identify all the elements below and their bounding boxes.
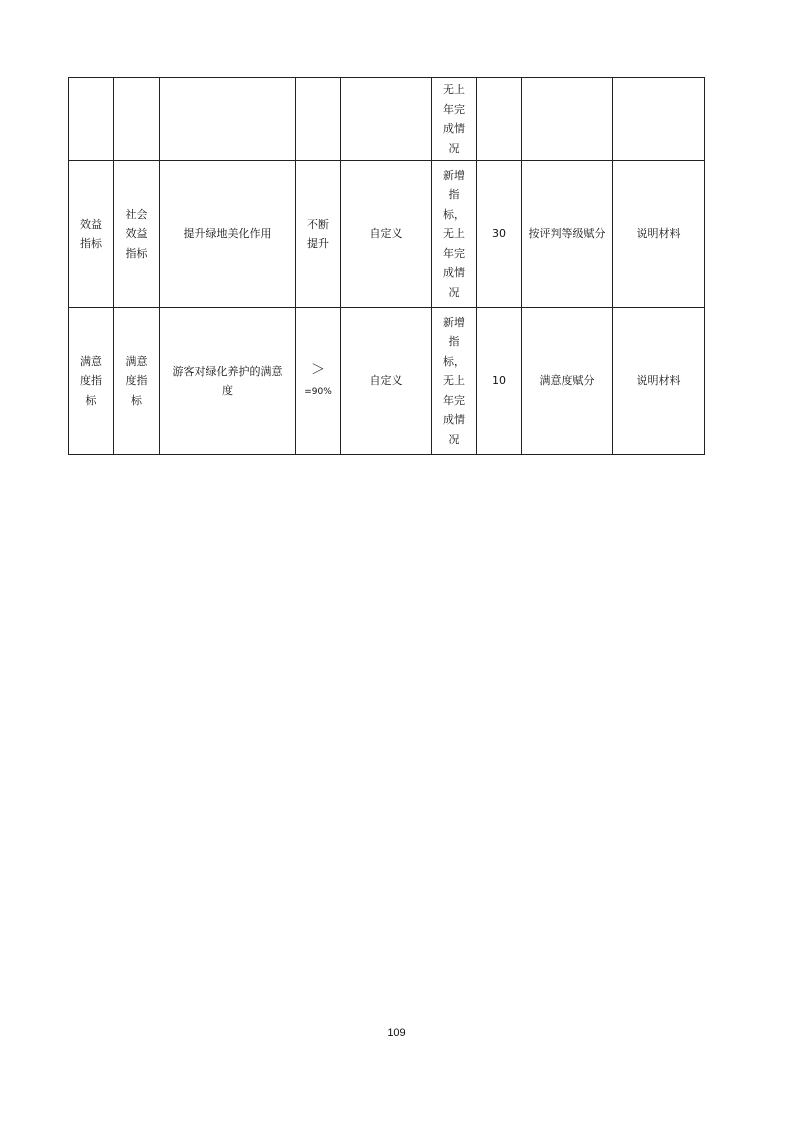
level1-cell: 效益指标 (69, 161, 114, 308)
indicator-name-cell: 游客对绿化养护的满意度 (160, 308, 296, 455)
indicator-name-cell: 提升绿地美化作用 (160, 161, 296, 308)
level1-cell (69, 78, 114, 161)
score-cell: 10 (477, 308, 522, 455)
score-cell: 30 (477, 161, 522, 308)
level2-cell: 社会效益指标 (114, 161, 160, 308)
evidence-material-cell: 说明材料 (613, 161, 705, 308)
prior-year-note-cell: 新增指标，无上年完成情况 (432, 308, 477, 455)
indicator-type-cell: 自定义 (341, 308, 432, 455)
prior-year-note-cell: 无上年完成情况 (432, 78, 477, 161)
evidence-material-cell: 说明材料 (613, 308, 705, 455)
evidence-material-cell (613, 78, 705, 161)
target-value-cell: 不断提升 (296, 161, 341, 308)
target-value-cell (296, 78, 341, 161)
page-number: 109 (387, 1027, 406, 1039)
indicator-type-cell: 自定义 (341, 161, 432, 308)
level2-cell (114, 78, 160, 161)
table-row (69, 308, 705, 455)
table-row (69, 161, 705, 308)
table-row (69, 78, 705, 161)
performance-indicator-table (68, 77, 705, 455)
indicator-type-cell (341, 78, 432, 161)
scoring-method-cell (522, 78, 613, 161)
prior-year-note-cell: 新增指标，无上年完成情况 (432, 161, 477, 308)
score-cell (477, 78, 522, 161)
target-percentage: =90% (304, 387, 332, 398)
scoring-method-cell: 按评判等级赋分 (522, 161, 613, 308)
level2-cell: 满意度指标 (114, 308, 160, 455)
greater-than-symbol: ＞ (311, 362, 325, 379)
target-value-cell (296, 308, 341, 455)
level1-cell: 满意度指标 (69, 308, 114, 455)
indicator-name-cell (160, 78, 296, 161)
scoring-method-cell: 满意度赋分 (522, 308, 613, 455)
